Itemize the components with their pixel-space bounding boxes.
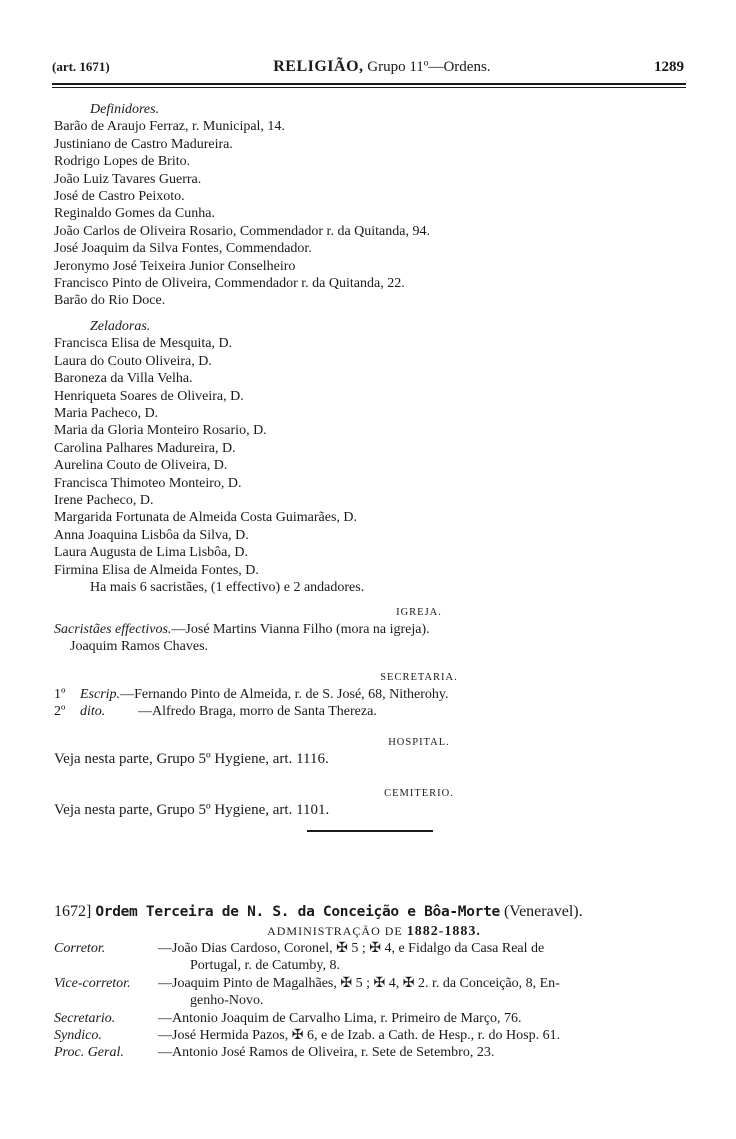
zeladora-name: Maria da Gloria Monteiro Rosario, D.	[54, 423, 267, 439]
entry-1672	[54, 901, 694, 1062]
secretaria-row-text: —Alfredo Braga, morro de Santa Thereza.	[138, 704, 377, 720]
zeladoras-list	[54, 335, 694, 579]
igreja-label: Sacristães effectivos.	[54, 622, 172, 637]
page-number: 1289	[654, 59, 684, 75]
officer-text: —Antonio Joaquim de Carvalho Lima, r. Primeiro de Março, 76.	[158, 1010, 522, 1026]
officer-text: —José Hermida Pazos, ✠ 6, e de Izab. a Cath. de Hesp., r. do Hosp. 61.	[158, 1028, 561, 1044]
zeladora-name: Francisca Elisa de Mesquita, D.	[54, 336, 233, 352]
officer-row	[54, 1010, 694, 1027]
officer-text-continued: genho-Novo.	[190, 993, 264, 1009]
cemiterio-text: Veja nesta parte, Grupo 5º Hygiene, art. 1101.	[54, 802, 330, 818]
officer-text: —João Dias Cardoso, Coronel, ✠ 5 ; ✠ 4, e Fidalgo da Casa Real de	[158, 941, 545, 956]
entry-title-rest: (Veneravel).	[503, 903, 583, 920]
definidor-name: Reginaldo Gomes da Cunha.	[54, 206, 215, 222]
zeladora-name: Laura do Couto Oliveira, D.	[54, 353, 212, 369]
igreja-line1-text: —José Martins Vianna Filho (mora na igreja).	[171, 622, 430, 637]
header-rule	[52, 83, 686, 85]
section-divider	[307, 830, 433, 832]
zeladora-name: Irene Pacheco, D.	[54, 493, 154, 509]
zeladora-name: Laura Augusta de Lima Lisbôa, D.	[54, 545, 249, 561]
zeladora-name: Francisca Thimoteo Monteiro, D.	[54, 475, 242, 491]
zeladora-name: Henriqueta Soares de Oliveira, D.	[54, 388, 244, 404]
entry-number: 1672]	[54, 903, 92, 920]
igreja-line-1	[54, 621, 694, 638]
secretaria-row-number: 1º	[54, 687, 66, 702]
officer-row	[54, 1044, 694, 1061]
officer-role: Proc. Geral.	[54, 1045, 124, 1061]
definidor-name: Jeronymo José Teixeira Junior Conselheiro	[54, 258, 296, 274]
zeladora-name: Aurelina Couto de Oliveira, D.	[54, 458, 228, 474]
secretaria-row	[54, 686, 694, 703]
officer-role: Vice-corretor.	[54, 975, 131, 991]
zeladoras-note: Ha mais 6 sacristães, (1 effectivo) e 2 andadores.	[90, 580, 365, 596]
entry-title-bold: Ordem Terceira de N. S. da Conceição e Bôa-Morte	[95, 904, 500, 920]
igreja-section	[54, 604, 694, 656]
zeladoras-heading: Zeladoras.	[90, 319, 151, 334]
header-rule-thin	[52, 87, 686, 88]
cemiterio-section	[54, 785, 694, 819]
igreja-line-2: Joaquim Ramos Chaves.	[70, 639, 209, 655]
officer-role: Syndico.	[54, 1028, 102, 1044]
cemiterio-title: CEMITERIO.	[384, 788, 454, 799]
adm-years: 1882-1883.	[406, 924, 481, 939]
header-title	[273, 58, 490, 76]
zeladora-name: Firmina Elisa de Almeida Fontes, D.	[54, 562, 259, 578]
officer-text: —Antonio José Ramos de Oliveira, r. Sete de Setembro, 23.	[158, 1045, 495, 1061]
secretaria-row-text: —Fernando Pinto de Almeida, r. de S. José, 68, Nitherohy.	[120, 687, 449, 702]
definidor-name: João Luiz Tavares Guerra.	[54, 171, 202, 187]
definidor-name: José de Castro Peixoto.	[54, 189, 185, 205]
hospital-title: HOSPITAL.	[388, 737, 450, 748]
running-header	[52, 58, 684, 82]
adm-label: ADMINISTRAÇÃO DE	[267, 924, 403, 938]
zeladora-name: Carolina Palhares Madureira, D.	[54, 440, 236, 456]
zeladoras-section	[54, 318, 694, 597]
hospital-section	[54, 734, 694, 768]
definidor-name: Justiniano de Castro Madureira.	[54, 136, 233, 152]
definidor-name: João Carlos de Oliveira Rosario, Commendador r. da Quitanda, 94.	[54, 223, 430, 239]
definidor-name: Barão de Araujo Ferraz, r. Municipal, 14.	[54, 119, 285, 135]
entry-rows	[54, 940, 694, 1062]
officer-role: Corretor.	[54, 941, 106, 956]
header-title-bold: RELIGIÃO,	[273, 58, 364, 75]
officer-text: —Joaquim Pinto de Magalhães, ✠ 5 ; ✠ 4, ✠ 2. r. da Conceição, 8, En-	[158, 975, 560, 991]
definidores-list	[54, 118, 694, 309]
definidor-name: José Joaquim da Silva Fontes, Commendador.	[54, 241, 312, 257]
definidores-heading: Definidores.	[90, 102, 160, 117]
zeladora-name: Anna Joaquina Lisbôa da Silva, D.	[54, 527, 249, 543]
secretaria-rows	[54, 686, 694, 721]
zeladora-name: Maria Pacheco, D.	[54, 406, 159, 422]
officer-row	[54, 1027, 694, 1044]
secretaria-row-label: Escrip.	[80, 687, 121, 702]
igreja-title: IGREJA.	[396, 607, 442, 618]
secretaria-section	[54, 669, 694, 721]
officer-row	[54, 940, 694, 957]
header-title-rest: Grupo 11º—Ordens.	[367, 59, 491, 75]
definidor-name: Francisco Pinto de Oliveira, Commendador r. da Quitanda, 22.	[54, 276, 405, 292]
secretaria-row-number: 2º	[54, 704, 66, 720]
zeladora-name: Margarida Fortunata de Almeida Costa Guimarães, D.	[54, 510, 357, 526]
officer-role: Secretario.	[54, 1010, 116, 1026]
zeladora-name: Baroneza da Villa Velha.	[54, 371, 193, 387]
definidor-name: Barão do Rio Doce.	[54, 293, 166, 309]
secretaria-title: SECRETARIA.	[380, 672, 458, 683]
definidores-section	[54, 101, 694, 310]
secretaria-row-label: dito.	[80, 704, 106, 720]
hospital-text: Veja nesta parte, Grupo 5º Hygiene, art. 1116.	[54, 751, 329, 767]
officer-text-continued: Portugal, r. de Catumby, 8.	[190, 958, 340, 974]
definidor-name: Rodrigo Lopes de Brito.	[54, 154, 191, 170]
article-ref: (art. 1671)	[52, 59, 110, 74]
administration-heading	[54, 923, 694, 940]
officer-row	[54, 975, 694, 992]
entry-title	[54, 901, 694, 923]
secretaria-row	[54, 703, 694, 720]
